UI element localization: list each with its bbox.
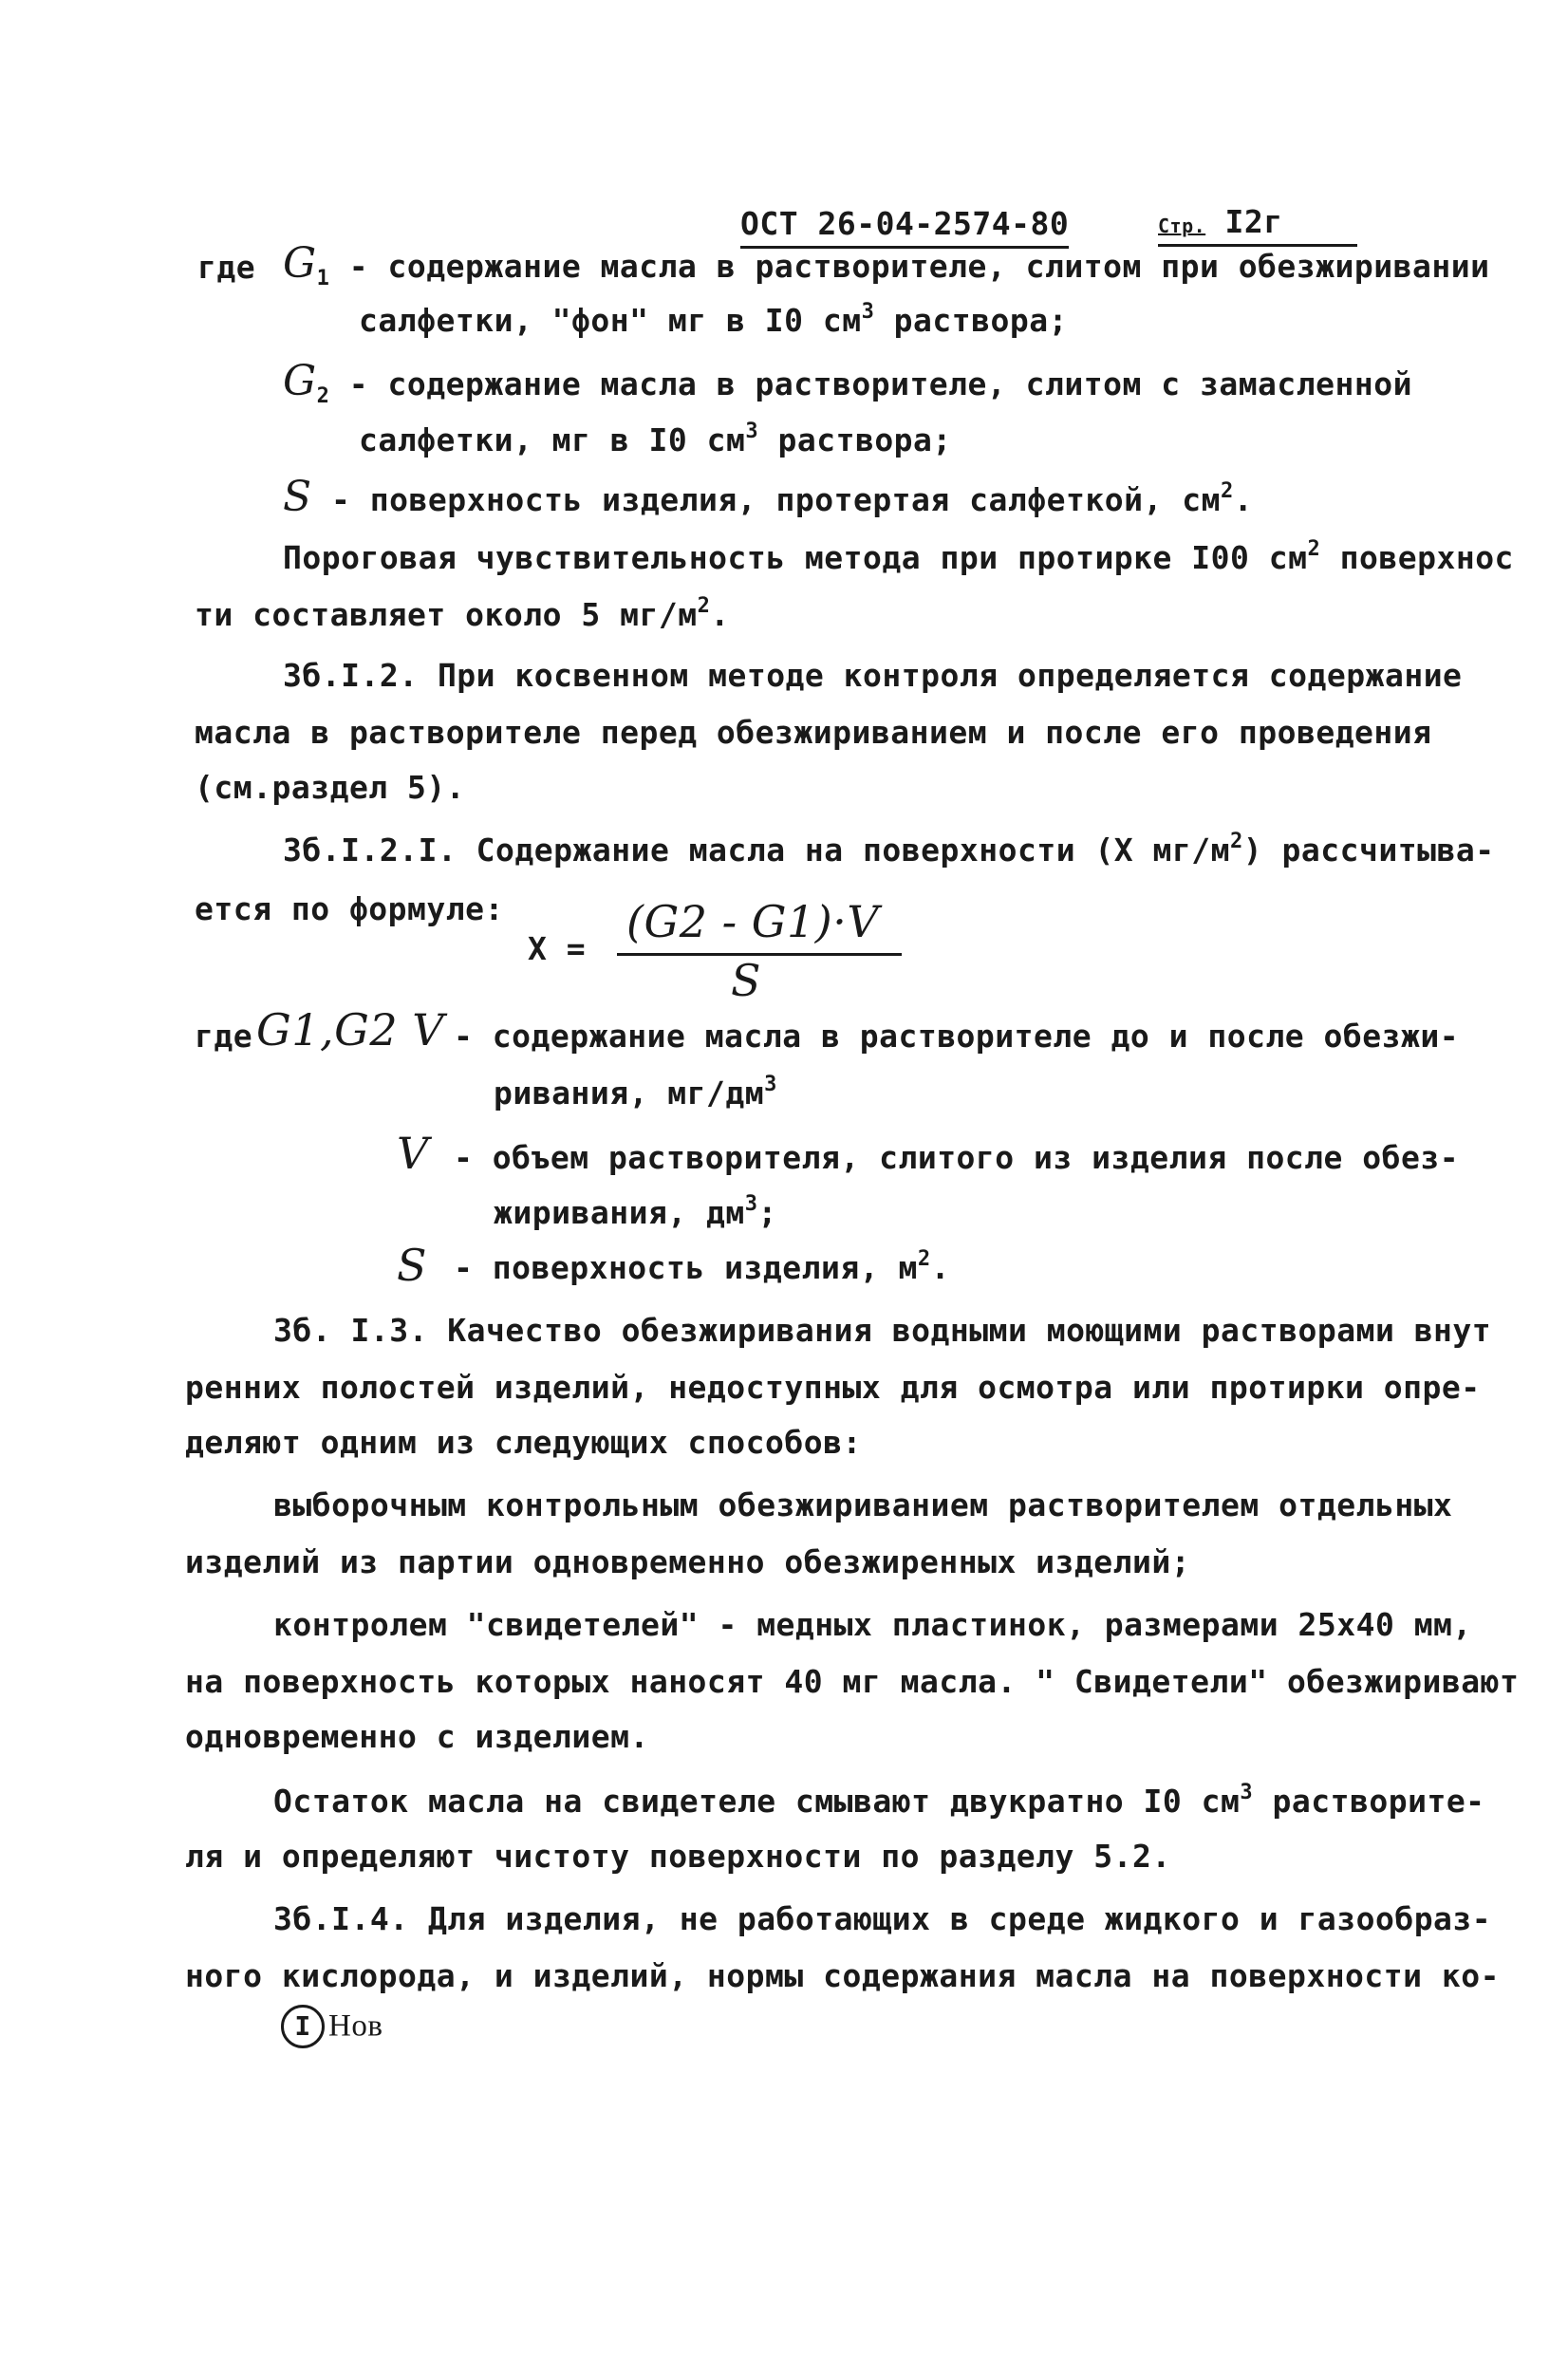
g1-symbol: G bbox=[283, 239, 317, 288]
page-number-value: I2г bbox=[1224, 203, 1283, 240]
v-definition: - объем растворителя, слитого из изделия после обез- bbox=[454, 1139, 1460, 1176]
change-mark bbox=[281, 2005, 383, 2048]
g1-definition-cont: салфетки, "фон" мг в I0 $см^3$ раствора; bbox=[359, 300, 1068, 339]
formula-denominator: S bbox=[731, 955, 762, 1006]
g2-symbol: G bbox=[283, 357, 317, 405]
change-label: Нов bbox=[328, 2008, 383, 2044]
g-symbols: G1,G2 V bbox=[256, 1004, 444, 1056]
section-3b-1-4-line-1: 3б.I.4. Для изделия, не работающих в среде жидкого и газообраз- bbox=[273, 1900, 1492, 1937]
section-3b-1-2-1-line-2: ется по формуле: bbox=[195, 890, 504, 927]
g2-definition-cont: салфетки, мг в I0 $см^3$ раствора; bbox=[359, 420, 952, 458]
residue-line-2: ля и определяют чистоту поверхности по разделу 5.2. bbox=[185, 1838, 1171, 1875]
method-2-line-2: на поверхность которых наносят 40 мг масла. " Свидетели" обезжиривают bbox=[185, 1663, 1520, 1700]
s-definition-2: - поверхность изделия, $м^2$. bbox=[454, 1247, 950, 1286]
g2-definition: $G_2$ - содержание масла в растворителе, слитом с замасленной bbox=[283, 357, 1413, 408]
method-1-line-1: выборочным контрольным обезжириванием растворителем отдельных bbox=[273, 1486, 1453, 1523]
section-3b-1-2-line-3: (см.раздел 5). bbox=[195, 769, 466, 806]
section-3b-1-3-line-2: ренних полостей изделий, недоступных для осмотра или протирки опре- bbox=[185, 1369, 1481, 1406]
formula-numerator: (G2 - G1)·V bbox=[626, 896, 880, 947]
s-symbol-2: S bbox=[397, 1240, 428, 1291]
section-3b-1-3-line-3: деляют одним из следующих способов: bbox=[185, 1424, 862, 1461]
g1-definition: $G_1$ - содержание масла в растворителе, слитом при обезжиривании bbox=[283, 239, 1490, 290]
section-3b-1-2-line-1: 3б.I.2. При косвенном методе контроля определяется содержание bbox=[283, 657, 1463, 694]
g-definition-cont: ривания, $мг/дм^3$ bbox=[494, 1073, 777, 1112]
s-symbol: S bbox=[283, 473, 312, 521]
g-definition: - содержание масла в растворителе до и после обезжи- bbox=[454, 1018, 1460, 1055]
document-code: ОСТ 26-04-2574-80 bbox=[740, 205, 1069, 249]
threshold-line-1: Пороговая чувствительность метода при протирке I00 $см^2$ поверхнос bbox=[283, 537, 1514, 576]
method-2-line-1: контролем "свидетелей" - медных пластинок, размерами 25х40 мм, bbox=[273, 1606, 1472, 1643]
residue-line-1: Остаток масла на свидетеле смывают двукратно I0 $см^3$ растворите- bbox=[273, 1781, 1485, 1820]
formula-lhs: X = bbox=[528, 930, 587, 967]
change-number-circle: I bbox=[281, 2005, 325, 2048]
section-3b-1-2-1-line-1: 3б.I.2.I. Содержание масла на поверхности (X $мг/м^2$) рассчитыва- bbox=[283, 830, 1495, 869]
v-symbol: V bbox=[397, 1128, 429, 1179]
threshold-line-2: ти составляет около 5 $мг/м^2$. bbox=[195, 594, 730, 633]
g2-text: - содержание масла в растворителе, слитом с замасленной bbox=[348, 365, 1413, 402]
s-definition: S - поверхность изделия, протертая салфеткой, $см^2$. bbox=[283, 473, 1254, 521]
where-label-1: где bbox=[197, 249, 256, 286]
section-3b-1-2-line-2: масла в растворителе перед обезжириванием и после его проведения bbox=[195, 714, 1432, 751]
method-1-line-2: изделий из партии одновременно обезжиренных изделий; bbox=[185, 1543, 1191, 1580]
section-3b-1-4-line-2: ного кислорода, и изделий, нормы содержания масла на поверхности ко- bbox=[185, 1957, 1501, 1994]
g1-text: - содержание масла в растворителе, слитом при обезжиривании bbox=[348, 248, 1490, 285]
where-label-2: где bbox=[195, 1018, 253, 1055]
v-definition-cont: жиривания, $дм^3$; bbox=[494, 1192, 777, 1231]
page-label: Стр. bbox=[1158, 215, 1206, 237]
method-2-line-3: одновременно с изделием. bbox=[185, 1718, 649, 1755]
section-3b-1-3-line-1: 3б. I.3. Качество обезжиривания водными моющими растворами внут bbox=[273, 1312, 1492, 1349]
